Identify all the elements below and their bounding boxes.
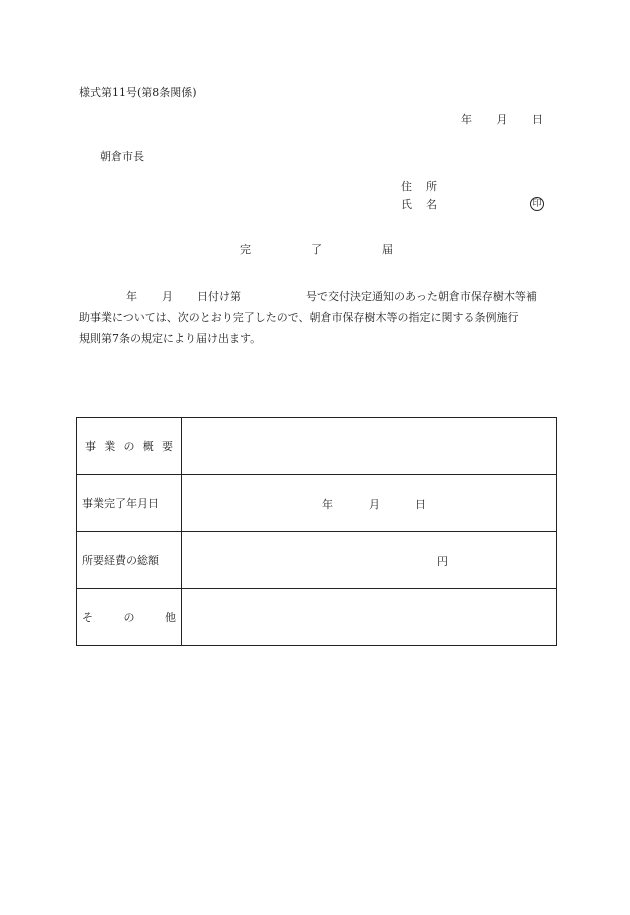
name-label: 氏 名 [401,198,437,211]
yen-unit-label: 円 [437,555,448,568]
title-char-3: 届 [382,243,393,256]
details-table [76,417,557,646]
date-month-label: 月 [496,113,508,126]
body-paragraph [79,286,571,349]
date-year-label: 年 [461,113,472,126]
table-row [77,475,557,532]
table-row [77,418,557,475]
body-line-2: 助事業については、次のとおり完了したので、朝倉市保存樹木等の指定に関する条例施行 [79,311,519,324]
document-title [240,243,393,257]
body-line-3: 規則第7条の規定により届け出ます。 [79,332,262,345]
completion-date-cell[interactable] [182,475,557,532]
body-line-1 [79,286,571,307]
body-line-1-rest: 号で交付決定通知のあった朝倉市保存樹木等補 [306,290,537,303]
body-month-label: 月 [162,290,173,303]
title-char-2: 了 [311,243,322,256]
table-row [77,532,557,589]
form-number: 様式第11号(第8条関係) [79,86,197,99]
addressee: 朝倉市長 [100,150,144,163]
seal-mark: 印 [530,197,544,211]
body-day-prefix: 日付け第 [197,290,241,303]
total-cost-label: 所要経費の総額 [77,532,182,589]
overview-label: 事 業 の 概 要 [77,418,182,475]
completion-month-label: 月 [369,498,380,511]
table-row [77,589,557,646]
completion-date-label: 事業完了年月日 [77,475,182,532]
address-label: 住 所 [401,180,437,193]
date-day-label: 日 [532,113,543,126]
other-label: そ の 他 [77,589,182,646]
other-value-cell[interactable] [182,589,557,646]
completion-day-label: 日 [415,498,426,511]
body-year-label: 年 [126,290,137,303]
overview-value-cell[interactable] [182,418,557,475]
completion-year-label: 年 [322,498,333,511]
title-char-1: 完 [240,243,251,256]
total-cost-cell[interactable] [182,532,557,589]
date-header [461,113,543,127]
